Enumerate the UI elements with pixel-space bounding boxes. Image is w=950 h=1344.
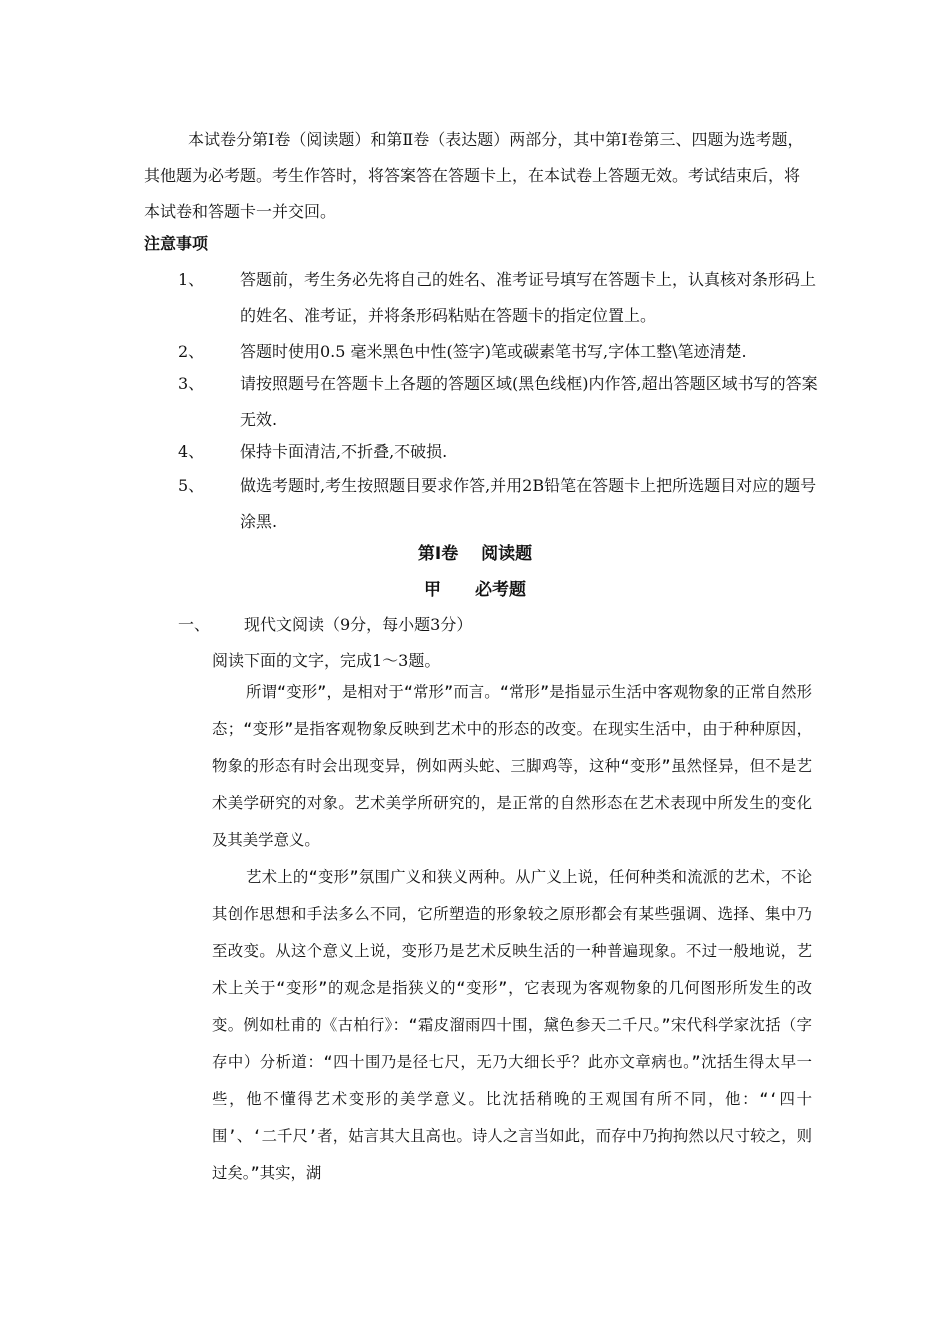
section-number: 一、 [178,615,211,634]
passage-paragraph: 艺术上的“变形”氛围广义和狭义两种。从广义上说，任何种类和流派的艺术，不论其创作思想和手法多么不同，它所塑造的形象较之原形都会有某些强调、选择、集中乃至改变。从这个意义上说，变形乃是艺术反映生活的一种普遍现象。不过一般地说，艺术上关于“变形”的观念是指狭义的“变形”，它表现为客观物象的几何图形所发生的改变。例如杜甫的《古柏行》：“霜皮溜雨四十围，黛色参天二千尺。”宋代科学家沈括（字存中）分析道：“四十围乃是径七尺，无乃大细长乎？此亦文章病也。”沈括生得太早一些，他不懂得艺术变形的美学意义。比沈括稍晚的王观国有所不同，他：“‘四十围’、‘二千尺’者，姑言其大且高也。诗人之言当如此，而存中乃拘拘然以尺寸较之，则过矣。”其实，湖 [212,868,812,1182]
notice-item [178,366,818,438]
notice-item-text: 请按照题号在答题卡上各题的答题区域(黑色线框)内作答,超出答题区域书写的答案无效. [240,374,818,429]
part-title: 甲 必考题 [424,580,526,600]
notice-item-number: 3、 [178,374,205,393]
reading-passage [212,674,812,1192]
notice-item-number: 5、 [178,476,205,495]
notice-item [178,468,818,540]
notice-item-text: 答题前，考生务必先将自己的姓名、准考证号填写在答题卡上，认真核对条形码上的姓名、准考证，并将条形码粘贴在答题卡的指定位置上。 [240,270,817,325]
section-heading [178,612,472,638]
volume-title: 第Ⅰ卷 阅读题 [417,544,533,564]
notice-item [178,262,818,334]
reading-instruction: 阅读下面的文字，完成1～3题。 [212,651,441,670]
notice-title: 注意事项 [144,234,209,253]
notice-item-text: 答题时使用0.5 毫米黑色中性(签字)笔或碳素笔书写,字体工整\笔迹清楚. [240,342,747,361]
passage-paragraph: 所谓“变形”，是相对于“常形”而言。“常形”是指显示生活中客观物象的正常自然形态；“变形”是指客观物象反映到艺术中的形态的改变。在现实生活中，由于种种原因，物象的形态有时会出现变异，例如两头蛇、三脚鸡等，这种“变形”虽然怪异，但不是艺术美学研究的对象。艺术美学所研究的，是正常的自然形态在艺术表现中所发生的变化及其美学意义。 [212,683,812,849]
notice-item-number: 2、 [178,342,205,361]
notice-item-number: 4、 [178,442,205,461]
section-title: 现代文阅读（9分，每小题3分） [244,615,473,634]
notice-item-text: 保持卡面清洁,不折叠,不破损. [240,442,448,461]
notice-item [178,434,818,470]
notice-item-text: 做选考题时,考生按照题目要求作答,并用2B铅笔在答题卡上把所选题目对应的题号涂黑. [240,476,817,531]
notice-item-number: 1、 [178,270,205,289]
intro-paragraph: 本试卷分第Ⅰ卷（阅读题）和第Ⅱ卷（表达题）两部分，其中第Ⅰ卷第三、四题为选考题，其他题为必考题。考生作答时，将答案答在答题卡上，在本试卷上答题无效。考试结束后，将本试卷和答题卡一并交回。 [144,130,804,221]
notice-item [178,334,818,370]
